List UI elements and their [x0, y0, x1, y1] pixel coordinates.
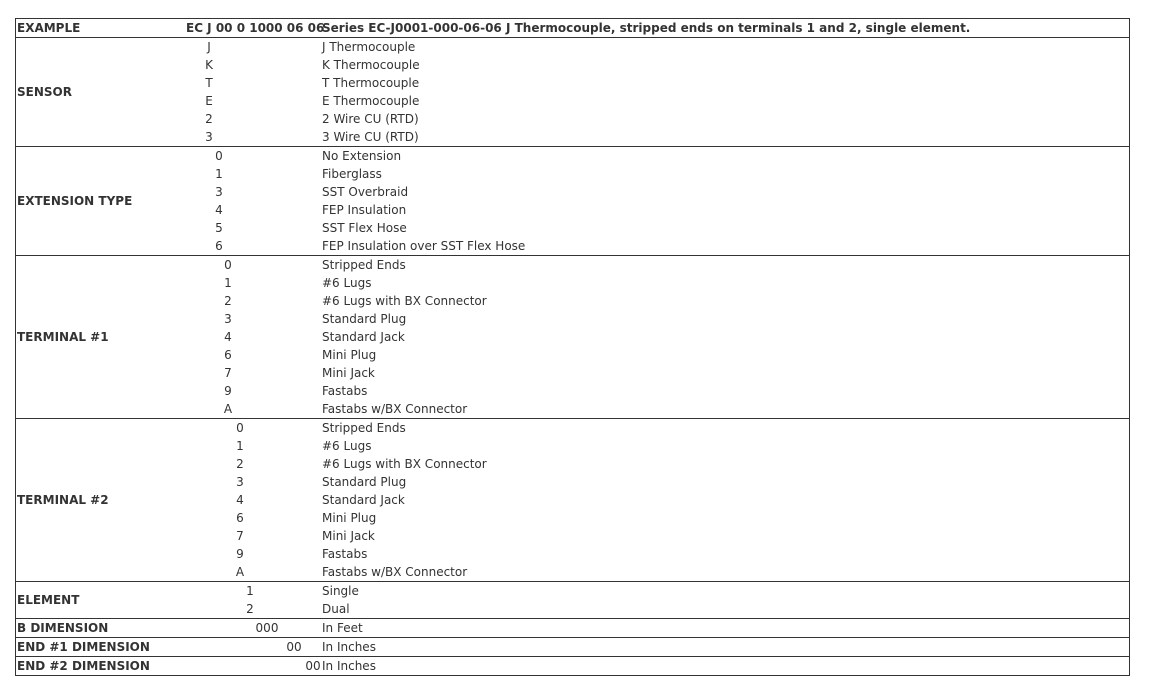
code-row — [16, 657, 1129, 675]
code-value: 0 — [215, 149, 223, 163]
code-value: A — [223, 402, 233, 416]
code-row — [16, 437, 1129, 455]
code-description: J Thermocouple — [322, 40, 416, 54]
code-description: Fastabs w/BX Connector — [322, 565, 468, 579]
code-description: In Inches — [322, 659, 376, 673]
section-element — [16, 582, 1129, 619]
code-description: Standard Jack — [322, 493, 405, 507]
code-description: SST Flex Hose — [322, 221, 407, 235]
code-value: 5 — [215, 221, 223, 235]
example-label: EXAMPLE — [17, 21, 81, 35]
code-row — [16, 346, 1129, 364]
code-row — [16, 292, 1129, 310]
code-description: Standard Plug — [322, 312, 407, 326]
code-description: #6 Lugs with BX Connector — [322, 294, 487, 308]
code-value: 3 — [215, 185, 223, 199]
code-description: #6 Lugs with BX Connector — [322, 457, 487, 471]
code-value: 3 — [205, 130, 213, 144]
section-label: TERMINAL #2 — [17, 493, 109, 507]
code-value: 0 — [224, 258, 232, 272]
code-description: Standard Plug — [322, 475, 407, 489]
section-end-2-dimension — [16, 657, 1129, 676]
code-description: K Thermocouple — [322, 58, 420, 72]
code-row — [16, 619, 1129, 637]
code-row — [16, 638, 1129, 656]
code-value: 7 — [236, 529, 244, 543]
code-description: Single — [322, 584, 359, 598]
code-row — [16, 237, 1129, 255]
example-section — [16, 19, 1129, 38]
code-description: T Thermocouple — [322, 76, 420, 90]
code-value: 2 — [205, 112, 213, 126]
section-terminal-1 — [16, 256, 1129, 419]
example-description: Series EC-J0001-000-06-06 J Thermocouple, stripped ends on terminals 1 and 2, single element. — [322, 21, 971, 35]
code-row — [16, 201, 1129, 219]
order-code-table — [15, 18, 1130, 676]
code-description: In Inches — [322, 640, 376, 654]
section-label: EXTENSION TYPE — [17, 194, 133, 208]
code-row — [16, 545, 1129, 563]
code-description: Fiberglass — [322, 167, 382, 181]
code-row — [16, 400, 1129, 418]
code-description: Mini Jack — [322, 529, 375, 543]
code-value: 6 — [215, 239, 223, 253]
section-sensor — [16, 38, 1129, 147]
section-terminal-2 — [16, 419, 1129, 582]
code-value: 2 — [246, 602, 254, 616]
code-value: 3 — [236, 475, 244, 489]
code-value: 2 — [224, 294, 232, 308]
section-label: END #1 DIMENSION — [17, 640, 150, 654]
code-value: T — [205, 76, 213, 90]
code-value: 6 — [236, 511, 244, 525]
code-value: 4 — [224, 330, 232, 344]
code-description: In Feet — [322, 621, 363, 635]
code-value: 9 — [236, 547, 244, 561]
code-row — [16, 310, 1129, 328]
code-value: 9 — [224, 384, 232, 398]
code-value: 000 — [255, 621, 279, 635]
section-label: TERMINAL #1 — [17, 330, 109, 344]
code-value: 0 — [236, 421, 244, 435]
code-description: Fastabs — [322, 547, 368, 561]
code-value: A — [235, 565, 245, 579]
code-row — [16, 256, 1129, 274]
code-value: 4 — [215, 203, 223, 217]
code-row — [16, 582, 1129, 600]
sections-container — [16, 38, 1129, 676]
section-label: SENSOR — [17, 85, 72, 99]
code-description: Fastabs — [322, 384, 368, 398]
code-row — [16, 527, 1129, 545]
code-value: 1 — [215, 167, 223, 181]
code-value: 4 — [236, 493, 244, 507]
section-label: ELEMENT — [17, 593, 80, 607]
code-row — [16, 274, 1129, 292]
example-code: EC J 00 0 1000 06 06 — [186, 21, 325, 35]
code-value: 1 — [236, 439, 244, 453]
code-value: 6 — [224, 348, 232, 362]
code-description: No Extension — [322, 149, 402, 163]
code-row — [16, 147, 1129, 165]
section-extension-type — [16, 147, 1129, 256]
code-row — [16, 328, 1129, 346]
code-description: E Thermocouple — [322, 94, 420, 108]
section-label: END #2 DIMENSION — [17, 659, 150, 673]
code-description: SST Overbraid — [322, 185, 409, 199]
code-value: 00 — [286, 640, 302, 654]
code-value: 1 — [224, 276, 232, 290]
code-description: #6 Lugs — [322, 276, 372, 290]
code-row — [16, 455, 1129, 473]
code-row — [16, 600, 1129, 618]
code-row — [16, 92, 1129, 110]
code-description: 3 Wire CU (RTD) — [322, 130, 419, 144]
section-end-1-dimension — [16, 638, 1129, 657]
code-row — [16, 473, 1129, 491]
code-row — [16, 219, 1129, 237]
code-description: Fastabs w/BX Connector — [322, 402, 468, 416]
code-value: 00 — [305, 659, 321, 673]
code-row — [16, 110, 1129, 128]
code-description: Mini Plug — [322, 348, 377, 362]
code-description: FEP Insulation — [322, 203, 407, 217]
code-value: J — [207, 40, 211, 54]
code-row — [16, 183, 1129, 201]
code-description: Standard Jack — [322, 330, 405, 344]
code-value: 7 — [224, 366, 232, 380]
code-value: 3 — [224, 312, 232, 326]
code-description: Dual — [322, 602, 350, 616]
code-row — [16, 563, 1129, 581]
code-description: Mini Plug — [322, 511, 377, 525]
code-row — [16, 74, 1129, 92]
code-description: #6 Lugs — [322, 439, 372, 453]
example-row — [16, 19, 1129, 37]
code-row — [16, 38, 1129, 56]
code-value: E — [205, 94, 213, 108]
code-row — [16, 382, 1129, 400]
code-value: 2 — [236, 457, 244, 471]
code-row — [16, 165, 1129, 183]
section-label: B DIMENSION — [17, 621, 109, 635]
code-description: FEP Insulation over SST Flex Hose — [322, 239, 526, 253]
code-description: Mini Jack — [322, 366, 375, 380]
code-row — [16, 419, 1129, 437]
code-description: 2 Wire CU (RTD) — [322, 112, 419, 126]
code-row — [16, 491, 1129, 509]
code-value: 1 — [246, 584, 254, 598]
code-row — [16, 509, 1129, 527]
code-value: K — [205, 58, 213, 72]
code-description: Stripped Ends — [322, 258, 406, 272]
code-row — [16, 56, 1129, 74]
code-row — [16, 364, 1129, 382]
section-b-dimension — [16, 619, 1129, 638]
code-description: Stripped Ends — [322, 421, 406, 435]
code-row — [16, 128, 1129, 146]
